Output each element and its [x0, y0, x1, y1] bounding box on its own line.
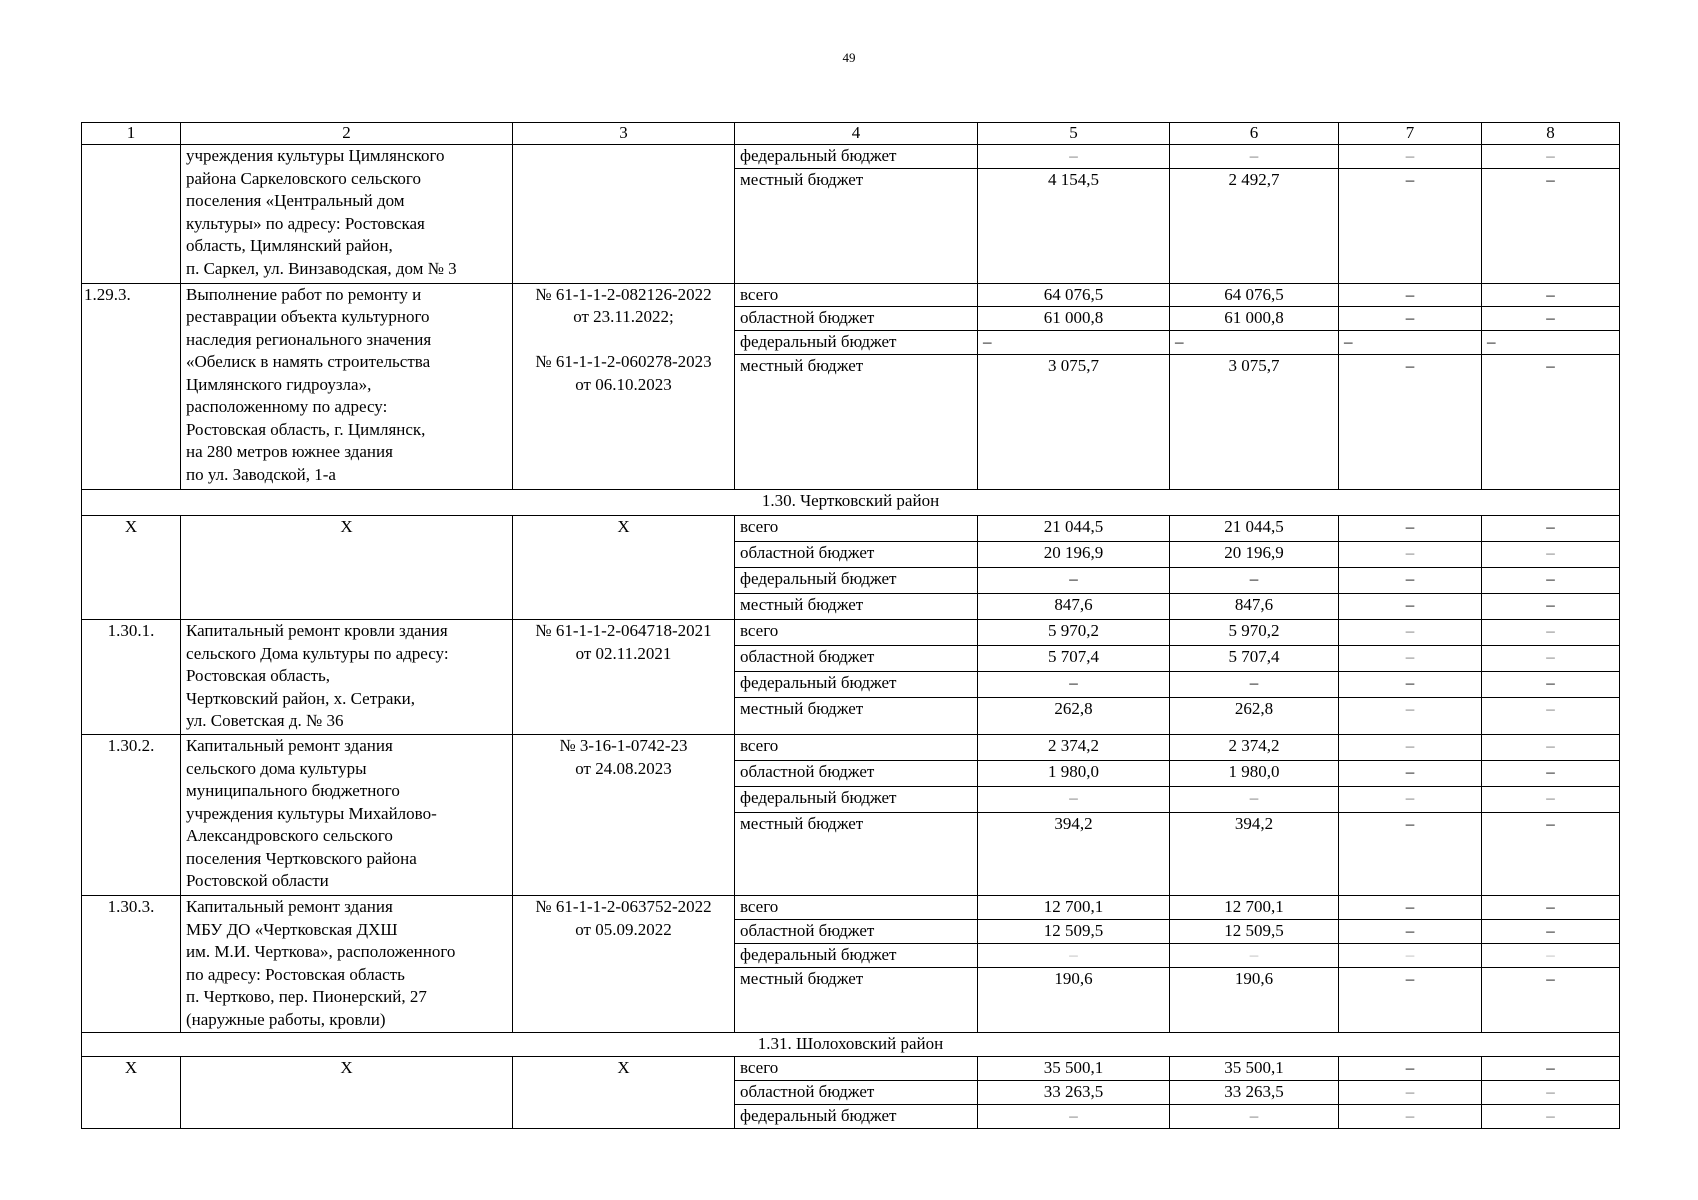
value-col7: – [1339, 1056, 1482, 1080]
budget-label: местный бюджет [735, 594, 978, 620]
value-col7: – [1339, 919, 1482, 943]
value-col5: 2 374,2 [978, 735, 1170, 761]
value-col5: 5 970,2 [978, 620, 1170, 646]
section-title: 1.31. Шолоховский район [82, 1032, 1620, 1056]
item-number: 1.30.1. [82, 620, 181, 735]
value-col7: – [1339, 787, 1482, 813]
column-header: 1 [82, 123, 181, 145]
value-col7: – [1339, 516, 1482, 542]
value-col7: – [1339, 594, 1482, 620]
value-col6: 2 374,2 [1170, 735, 1339, 761]
value-col5: 3 075,7 [978, 355, 1170, 490]
value-col6: 394,2 [1170, 813, 1339, 896]
budget-label: областной бюджет [735, 307, 978, 331]
value-col5: 12 700,1 [978, 896, 1170, 920]
column-header: 3 [513, 123, 735, 145]
item-name: Капитальный ремонт здания сельского дома культуры муниципального бюджетного учреждения культуры Михайлово- Александровского сельского поселения Чертковского района Ростовской области [181, 735, 513, 896]
item-name: Выполнение работ по ремонту и реставрации объекта культурного наследия регионального значения «Обелиск в намять строительства Цимлянского гидроузла», расположенному по адресу: Ростовская область, г. Цимлянск, на 280 метров южнее здания по ул. Заводской, 1-а [181, 283, 513, 490]
value-col6: – [1170, 787, 1339, 813]
section-row [82, 490, 1620, 516]
value-col5: 394,2 [978, 813, 1170, 896]
value-col7: – [1339, 672, 1482, 698]
value-col6: 1 980,0 [1170, 761, 1339, 787]
value-col5: 12 509,5 [978, 919, 1170, 943]
value-col6: – [1170, 145, 1339, 169]
value-col7: – [1339, 646, 1482, 672]
page-number: 49 [842, 50, 856, 65]
value-col8: – [1482, 355, 1620, 490]
column-header: 8 [1482, 123, 1620, 145]
value-col7: – [1339, 331, 1482, 355]
table-row [82, 283, 1620, 307]
value-col6: – [1170, 1104, 1339, 1128]
value-col8: – [1482, 1080, 1620, 1104]
value-col6: 21 044,5 [1170, 516, 1339, 542]
value-col5: – [978, 331, 1170, 355]
budget-label: всего [735, 620, 978, 646]
value-col7: – [1339, 283, 1482, 307]
item-document: № 61-1-1-2-082126-2022 от 23.11.2022; № 61-1-1-2-060278-2023 от 06.10.2023 [513, 283, 735, 490]
value-col8: – [1482, 698, 1620, 735]
budget-label: федеральный бюджет [735, 672, 978, 698]
value-col5: – [978, 787, 1170, 813]
item-name: Капитальный ремонт здания МБУ ДО «Чертковская ДХШ им. М.И. Черткова», расположенного по адресу: Ростовская область п. Чертково, пер. Пионерский, 27 (наружные работы, кровли) [181, 896, 513, 1033]
value-col8: – [1482, 967, 1620, 1032]
section-row [82, 1032, 1620, 1056]
budget-label: местный бюджет [735, 813, 978, 896]
value-col7: – [1339, 145, 1482, 169]
value-col8: – [1482, 620, 1620, 646]
item-number: 1.29.3. [82, 283, 181, 490]
item-name: Капитальный ремонт кровли здания сельского Дома культуры по адресу: Ростовская область, Чертковский район, х. Сетраки, ул. Советская д. № 36 [181, 620, 513, 735]
budget-label: областной бюджет [735, 1080, 978, 1104]
value-col5: 61 000,8 [978, 307, 1170, 331]
value-col6: 5 707,4 [1170, 646, 1339, 672]
column-header: 4 [735, 123, 978, 145]
item-number: Х [82, 516, 181, 620]
value-col7: – [1339, 813, 1482, 896]
value-col8: – [1482, 646, 1620, 672]
budget-label: всего [735, 896, 978, 920]
budget-label: федеральный бюджет [735, 568, 978, 594]
value-col8: – [1482, 672, 1620, 698]
value-col5: 20 196,9 [978, 542, 1170, 568]
value-col7: – [1339, 1080, 1482, 1104]
value-col8: – [1482, 594, 1620, 620]
value-col6: – [1170, 943, 1339, 967]
value-col6: 847,6 [1170, 594, 1339, 620]
value-col5: – [978, 145, 1170, 169]
item-number: 1.30.3. [82, 896, 181, 1033]
value-col6: 5 970,2 [1170, 620, 1339, 646]
value-col5: 262,8 [978, 698, 1170, 735]
value-col7: – [1339, 542, 1482, 568]
value-col6: 35 500,1 [1170, 1056, 1339, 1080]
value-col8: – [1482, 516, 1620, 542]
budget-label: всего [735, 1056, 978, 1080]
value-col7: – [1339, 568, 1482, 594]
column-header: 2 [181, 123, 513, 145]
value-col5: – [978, 568, 1170, 594]
budget-label: областной бюджет [735, 919, 978, 943]
budget-label: областной бюджет [735, 646, 978, 672]
value-col7: – [1339, 943, 1482, 967]
value-col8: – [1482, 787, 1620, 813]
value-col8: – [1482, 145, 1620, 169]
item-name: учреждения культуры Цимлянского района Саркеловского сельского поселения «Центральный дом культуры» по адресу: Ростовская область, Цимлянский район, п. Саркел, ул. Винзаводская, дом № 3 [181, 145, 513, 284]
value-col8: – [1482, 307, 1620, 331]
item-document: № 61-1-1-2-064718-2021 от 02.11.2021 [513, 620, 735, 735]
budget-label: всего [735, 735, 978, 761]
item-number: Х [82, 1056, 181, 1128]
value-col7: – [1339, 620, 1482, 646]
table-row [82, 735, 1620, 761]
budget-label: федеральный бюджет [735, 1104, 978, 1128]
budget-label: областной бюджет [735, 761, 978, 787]
value-col7: – [1339, 698, 1482, 735]
item-name: Х [181, 516, 513, 620]
budget-label: местный бюджет [735, 698, 978, 735]
section-title: 1.30. Чертковский район [82, 490, 1620, 516]
value-col8: – [1482, 735, 1620, 761]
value-col5: 35 500,1 [978, 1056, 1170, 1080]
value-col6: 2 492,7 [1170, 168, 1339, 283]
value-col5: 847,6 [978, 594, 1170, 620]
budget-label: федеральный бюджет [735, 331, 978, 355]
value-col8: – [1482, 919, 1620, 943]
item-document: № 61-1-1-2-063752-2022 от 05.09.2022 [513, 896, 735, 1033]
value-col6: – [1170, 568, 1339, 594]
value-col8: – [1482, 331, 1620, 355]
item-document: № 3-16-1-0742-23 от 24.08.2023 [513, 735, 735, 896]
column-header: 7 [1339, 123, 1482, 145]
value-col6: – [1170, 672, 1339, 698]
value-col5: 190,6 [978, 967, 1170, 1032]
budget-label: федеральный бюджет [735, 943, 978, 967]
value-col7: – [1339, 735, 1482, 761]
value-col8: – [1482, 1056, 1620, 1080]
value-col5: 4 154,5 [978, 168, 1170, 283]
table-row [82, 516, 1620, 542]
item-name: Х [181, 1056, 513, 1128]
value-col6: 61 000,8 [1170, 307, 1339, 331]
budget-label: местный бюджет [735, 967, 978, 1032]
value-col6: 12 700,1 [1170, 896, 1339, 920]
value-col6: 190,6 [1170, 967, 1339, 1032]
item-number [82, 145, 181, 284]
value-col7: – [1339, 761, 1482, 787]
value-col6: – [1170, 331, 1339, 355]
value-col8: – [1482, 943, 1620, 967]
value-col8: – [1482, 542, 1620, 568]
table-row [82, 896, 1620, 920]
budget-label: местный бюджет [735, 168, 978, 283]
column-header-row [82, 123, 1620, 145]
budget-label: всего [735, 516, 978, 542]
value-col7: – [1339, 1104, 1482, 1128]
value-col8: – [1482, 813, 1620, 896]
value-col8: – [1482, 283, 1620, 307]
item-document: Х [513, 1056, 735, 1128]
value-col5: – [978, 672, 1170, 698]
value-col7: – [1339, 168, 1482, 283]
value-col6: 33 263,5 [1170, 1080, 1339, 1104]
value-col5: 64 076,5 [978, 283, 1170, 307]
value-col7: – [1339, 896, 1482, 920]
item-document [513, 145, 735, 284]
value-col8: – [1482, 568, 1620, 594]
table-row [82, 620, 1620, 646]
budget-label: федеральный бюджет [735, 787, 978, 813]
value-col7: – [1339, 355, 1482, 490]
budget-label: областной бюджет [735, 542, 978, 568]
column-header: 5 [978, 123, 1170, 145]
item-document: Х [513, 516, 735, 620]
value-col6: 20 196,9 [1170, 542, 1339, 568]
value-col6: 12 509,5 [1170, 919, 1339, 943]
value-col5: – [978, 943, 1170, 967]
item-number: 1.30.2. [82, 735, 181, 896]
value-col8: – [1482, 761, 1620, 787]
value-col5: – [978, 1104, 1170, 1128]
budget-label: всего [735, 283, 978, 307]
budget-label: местный бюджет [735, 355, 978, 490]
value-col5: 1 980,0 [978, 761, 1170, 787]
value-col8: – [1482, 1104, 1620, 1128]
value-col6: 262,8 [1170, 698, 1339, 735]
value-col7: – [1339, 967, 1482, 1032]
table-row [82, 1056, 1620, 1080]
value-col5: 21 044,5 [978, 516, 1170, 542]
column-header: 6 [1170, 123, 1339, 145]
value-col6: 3 075,7 [1170, 355, 1339, 490]
value-col8: – [1482, 168, 1620, 283]
value-col7: – [1339, 307, 1482, 331]
value-col5: 5 707,4 [978, 646, 1170, 672]
value-col6: 64 076,5 [1170, 283, 1339, 307]
budget-label: федеральный бюджет [735, 145, 978, 169]
value-col5: 33 263,5 [978, 1080, 1170, 1104]
value-col8: – [1482, 896, 1620, 920]
budget-table [81, 122, 1620, 1129]
table-row [82, 145, 1620, 169]
